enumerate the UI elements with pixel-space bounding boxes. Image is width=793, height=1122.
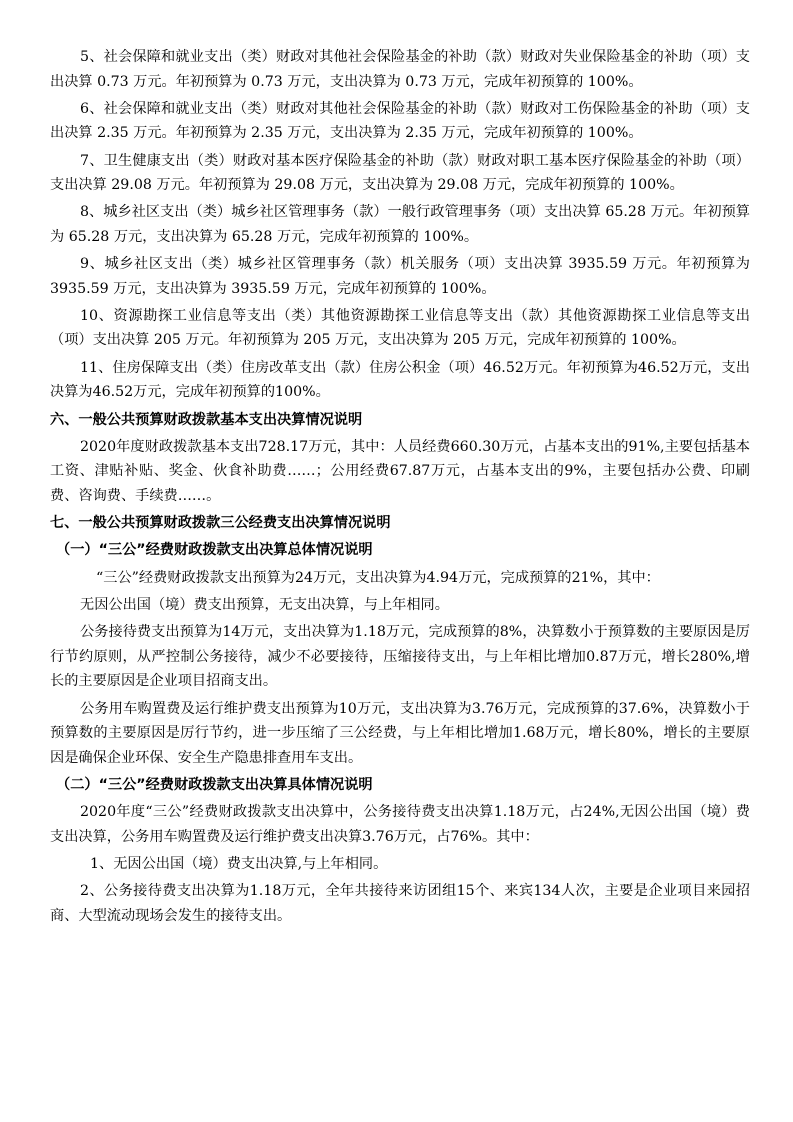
- sub1-paragraph-reception: 公务接待费支出预算为14万元，支出决算为1.18万元，完成预算的8%，决算数小于预算数的主要原因是厉行节约原则，从严控制公务接待，减少不必要接待，压缩接待支出，与上年相比增加0.87万元，增长280%,增长的主要原因是企业项目招商支出。: [50, 624, 750, 690]
- section-6-body: 2020年度财政拨款基本支出728.17万元，其中：人员经费660.30万元，占基本支出的91%,主要包括基本工资、津贴补贴、奖金、伙食补助费……；公用经费67.87万元，占基本支出的9%，主要包括办公费、印刷费、咨询费、手续费……。: [50, 438, 750, 504]
- sub2-paragraph-item-1: 1、无因公出国（境）费支出决算,与上年相同。: [90, 856, 388, 873]
- paragraph-item-11: 11、住房保障支出（类）住房改革支出（款）住房公积金（项）46.52万元。年初预算为46.52万元，支出决算为46.52万元，完成年初预算的100%。: [50, 359, 750, 401]
- section-6-heading: 六、一般公共预算财政拨款基本支出决算情况说明: [50, 411, 363, 428]
- document-page: [50, 45, 750, 931]
- section-7-sub1-heading: （一）“三公”经费财政拨款支出决算总体情况说明: [56, 542, 373, 559]
- sub1-paragraph-vehicle: 公务用车购置费及运行维护费支出预算为10万元，支出决算为3.76万元，完成预算的37.6%，决算数小于预算数的主要原因是厉行节约，进一步压缩了三公经费，与上年相比增加1.68万元，增长80%，增长的主要原因是确保企业环保、安全生产隐患排查用车支出。: [50, 700, 750, 766]
- paragraph-item-9: 9、城乡社区支出（类）城乡社区管理事务（款）机关服务（项）支出决算 3935.59 万元。年初预算为 3935.59 万元，支出决算为 3935.59 万元，完成年初预算的 100%。: [50, 256, 750, 297]
- paragraph-item-10: 10、资源勘探工业信息等支出（类）其他资源勘探工业信息等支出（款）其他资源勘探工业信息等支出（项）支出决算 205 万元。年初预算为 205 万元，支出决算为 205 万元，完成年初预算的 100%。: [50, 307, 750, 349]
- sub1-paragraph-abroad: 无因公出国（境）费支出预算，无支出决算，与上年相同。: [80, 597, 449, 614]
- sub2-paragraph-summary: 2020年度“三公”经费财政拨款支出决算中，公务接待费支出决算1.18万元，占24%,无因公出国（境）费支出决算，公务用车购置费及运行维护费支出决算3.76万元，占76%。其中：: [50, 804, 750, 845]
- section-7-sub2-heading: （二）“三公”经费财政拨款支出决算具体情况说明: [56, 776, 373, 793]
- paragraph-item-5: 5、社会保障和就业支出（类）财政对其他社会保险基金的补助（款）财政对失业保险基金的补助（项）支出决算 0.73 万元。年初预算为 0.73 万元，支出决算为 0.73 万元，完成年初预算的 100%。: [50, 49, 750, 90]
- paragraph-item-8: 8、城乡社区支出（类）城乡社区管理事务（款）一般行政管理事务（项）支出决算 65.28 万元。年初预算为 65.28 万元，支出决算为 65.28 万元，完成年初预算的 100%。: [50, 204, 750, 245]
- paragraph-item-7: 7、卫生健康支出（类）财政对基本医疗保险基金的补助（款）财政对职工基本医疗保险基金的补助（项）支出决算 29.08 万元。年初预算为 29.08 万元，支出决算为 29.08 万元，完成年初预算的 100%。: [50, 152, 750, 194]
- sub2-paragraph-item-2: 2、公务接待费支出决算为1.18万元，全年共接待来访团组15个、来宾134人次，主要是企业项目来园招商、大型流动现场会发生的接待支出。: [50, 883, 750, 924]
- section-7-heading: 七、一般公共预算财政拨款三公经费支出决算情况说明: [50, 515, 391, 532]
- sub1-paragraph-overview: “三公”经费财政拨款支出预算为24万元，支出决算为4.94万元，完成预算的21%，其中：: [96, 569, 660, 586]
- paragraph-item-6: 6、社会保障和就业支出（类）财政对其他社会保险基金的补助（款）财政对工伤保险基金的补助（项）支出决算 2.35 万元。年初预算为 2.35 万元，支出决算为 2.35 万元，完成年初预算的 100%。: [50, 100, 750, 142]
